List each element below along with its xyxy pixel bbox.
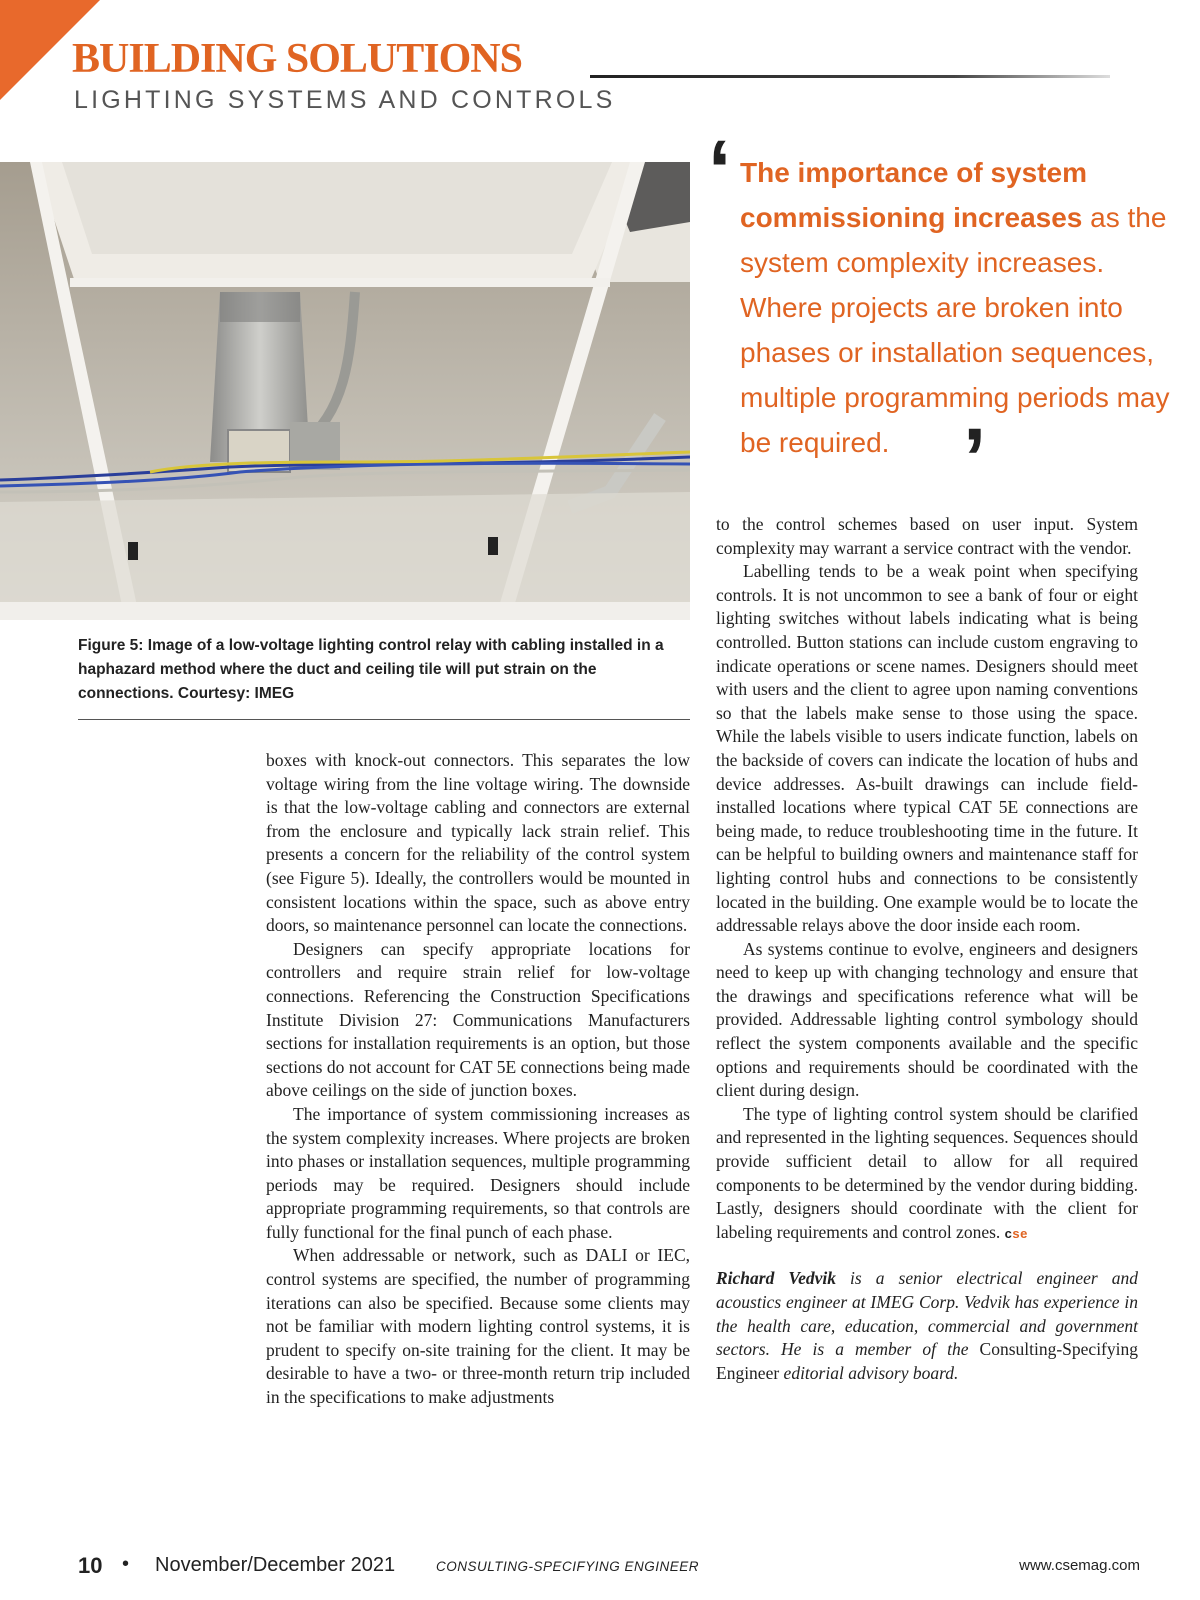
paragraph: Labelling tends to be a weak point when specifying controls. It is not uncommon to see a bank of four or eight lighting switches without labels indicating what is being controlled. Button stations can include custom engraving to indicate operations or scene names. Designers should meet with users and the client to agree upon naming conventions so that the labels make sense to those using the space. While the labels visible to users indicate function, labels on the backside of covers can indicate the location of hubs and device addresses. As-built drawings can include field-installed locations where typical CAT 5E connections are being made, to reduce troubleshooting time in the future. It can be helpful to building owners and maintenance staff for lighting control hubs and connections to be consistently located in the building. One example would be to locate the addressable relays above the door inside each room.: [716, 561, 1138, 936]
footer-bullet: •: [122, 1553, 130, 1575]
publication-name: Consulting-Specifying Engineer: [716, 1339, 1138, 1383]
close-quote-mark: ’: [963, 411, 987, 505]
page-number: 10: [78, 1553, 103, 1578]
issue-date: November/December 2021: [155, 1554, 396, 1576]
paragraph: boxes with knock-out connectors. This separates the low voltage wiring from the line voltage wiring. The downside is that the low-voltage cabling and connectors are external from the enclosure and typically lack strain relief. This presents a concern for the reliability of the control system (see Figure 5). Ideally, the controllers would be mounted in consistent locations within the space, such as above entry doors, so maintenance personnel can locate the connections.: [266, 750, 690, 936]
caption-divider: [78, 719, 690, 720]
cse-end-mark: cse: [1004, 1225, 1028, 1241]
paragraph: When addressable or network, such as DALI or IEC, control systems are specified, the number of programming iterations can also be specified. Because some clients may not be familiar with modern lighting control systems, it is prudent to specify on-site training for the client. It may be desirable to have a two- or three-month return trip included in the specifications to make adjustments: [266, 1245, 690, 1408]
paragraph: As systems continue to evolve, engineers and designers need to keep up with changing technology and ensure that the drawings and specifications reference what will be provided. Addressable lighting control symbology should reflect the system components available and the specific options and requirements should be coordinated with the client during design.: [716, 938, 1138, 1101]
body-column-right: [716, 513, 1138, 1385]
paragraph: The importance of system commissioning increases as the system complexity increases. Where projects are broken into phases or installation sequences, multiple programming periods may be required. Designers should include appropriate programming requirements, so that controls are fully functional for the final punch of each phase.: [266, 1103, 690, 1242]
paragraph-text: The type of lighting control system should be clarified and represented in the lighting sequences. Sequences should provide sufficient detail to allow for all required components to be determined by the vendor during bidding. Lastly, designers should coordinate with the client for labeling requirements and control zones.: [716, 1103, 1138, 1242]
pull-quote: [740, 150, 1170, 465]
author-bio: [716, 1267, 1138, 1385]
section-subtitle: LIGHTING SYSTEMS AND CONTROLS: [74, 86, 616, 114]
bio-text: is a senior electrical engineer and acoustics engineer at IMEG Corp. Vedvik has experience in the health care, education, commercial and government sectors. He is a member of the: [716, 1268, 1138, 1360]
section-brand-title: BUILDING SOLUTIONS: [72, 36, 522, 82]
bio-tail: editorial advisory board.: [779, 1362, 959, 1383]
website-link[interactable]: www.csemag.com: [1019, 1557, 1140, 1574]
figure-caption: Figure 5: Image of a low-voltage lighting control relay with cabling installed in a haphazard method where the duct and ceiling tile will put strain on the connections. Courtesy: IMEG: [78, 637, 664, 702]
paragraph: Designers can specify appropriate locations for controllers and require strain relief for low-voltage connections. Referencing the Construction Specifications Institute Division 27: Communications Manufacturers sections for installation requirements is an option, but those sections do not account for CAT 5E connections being made above ceilings on the side of junction boxes.: [266, 938, 690, 1101]
header-rule: [590, 75, 1110, 78]
pull-quote-emphasis: The importance of system commissioning increases: [740, 157, 1087, 233]
paragraph: to the control schemes based on user input. System complexity may warrant a service contract with the vendor.: [716, 514, 1138, 558]
page-footer: [78, 1553, 1140, 1581]
paragraph-last: [716, 1103, 1138, 1246]
body-column-left: [266, 749, 690, 1410]
figure-5-photo: [0, 162, 690, 620]
open-quote-mark: ‘: [708, 123, 732, 217]
magazine-name: CONSULTING-SPECIFYING ENGINEER: [436, 1559, 700, 1574]
pull-quote-text: as the system complexity increases. Where projects are broken into phases or installation sequences, multiple programming periods may be required.: [740, 202, 1170, 458]
author-name: Richard Vedvik: [716, 1268, 837, 1289]
